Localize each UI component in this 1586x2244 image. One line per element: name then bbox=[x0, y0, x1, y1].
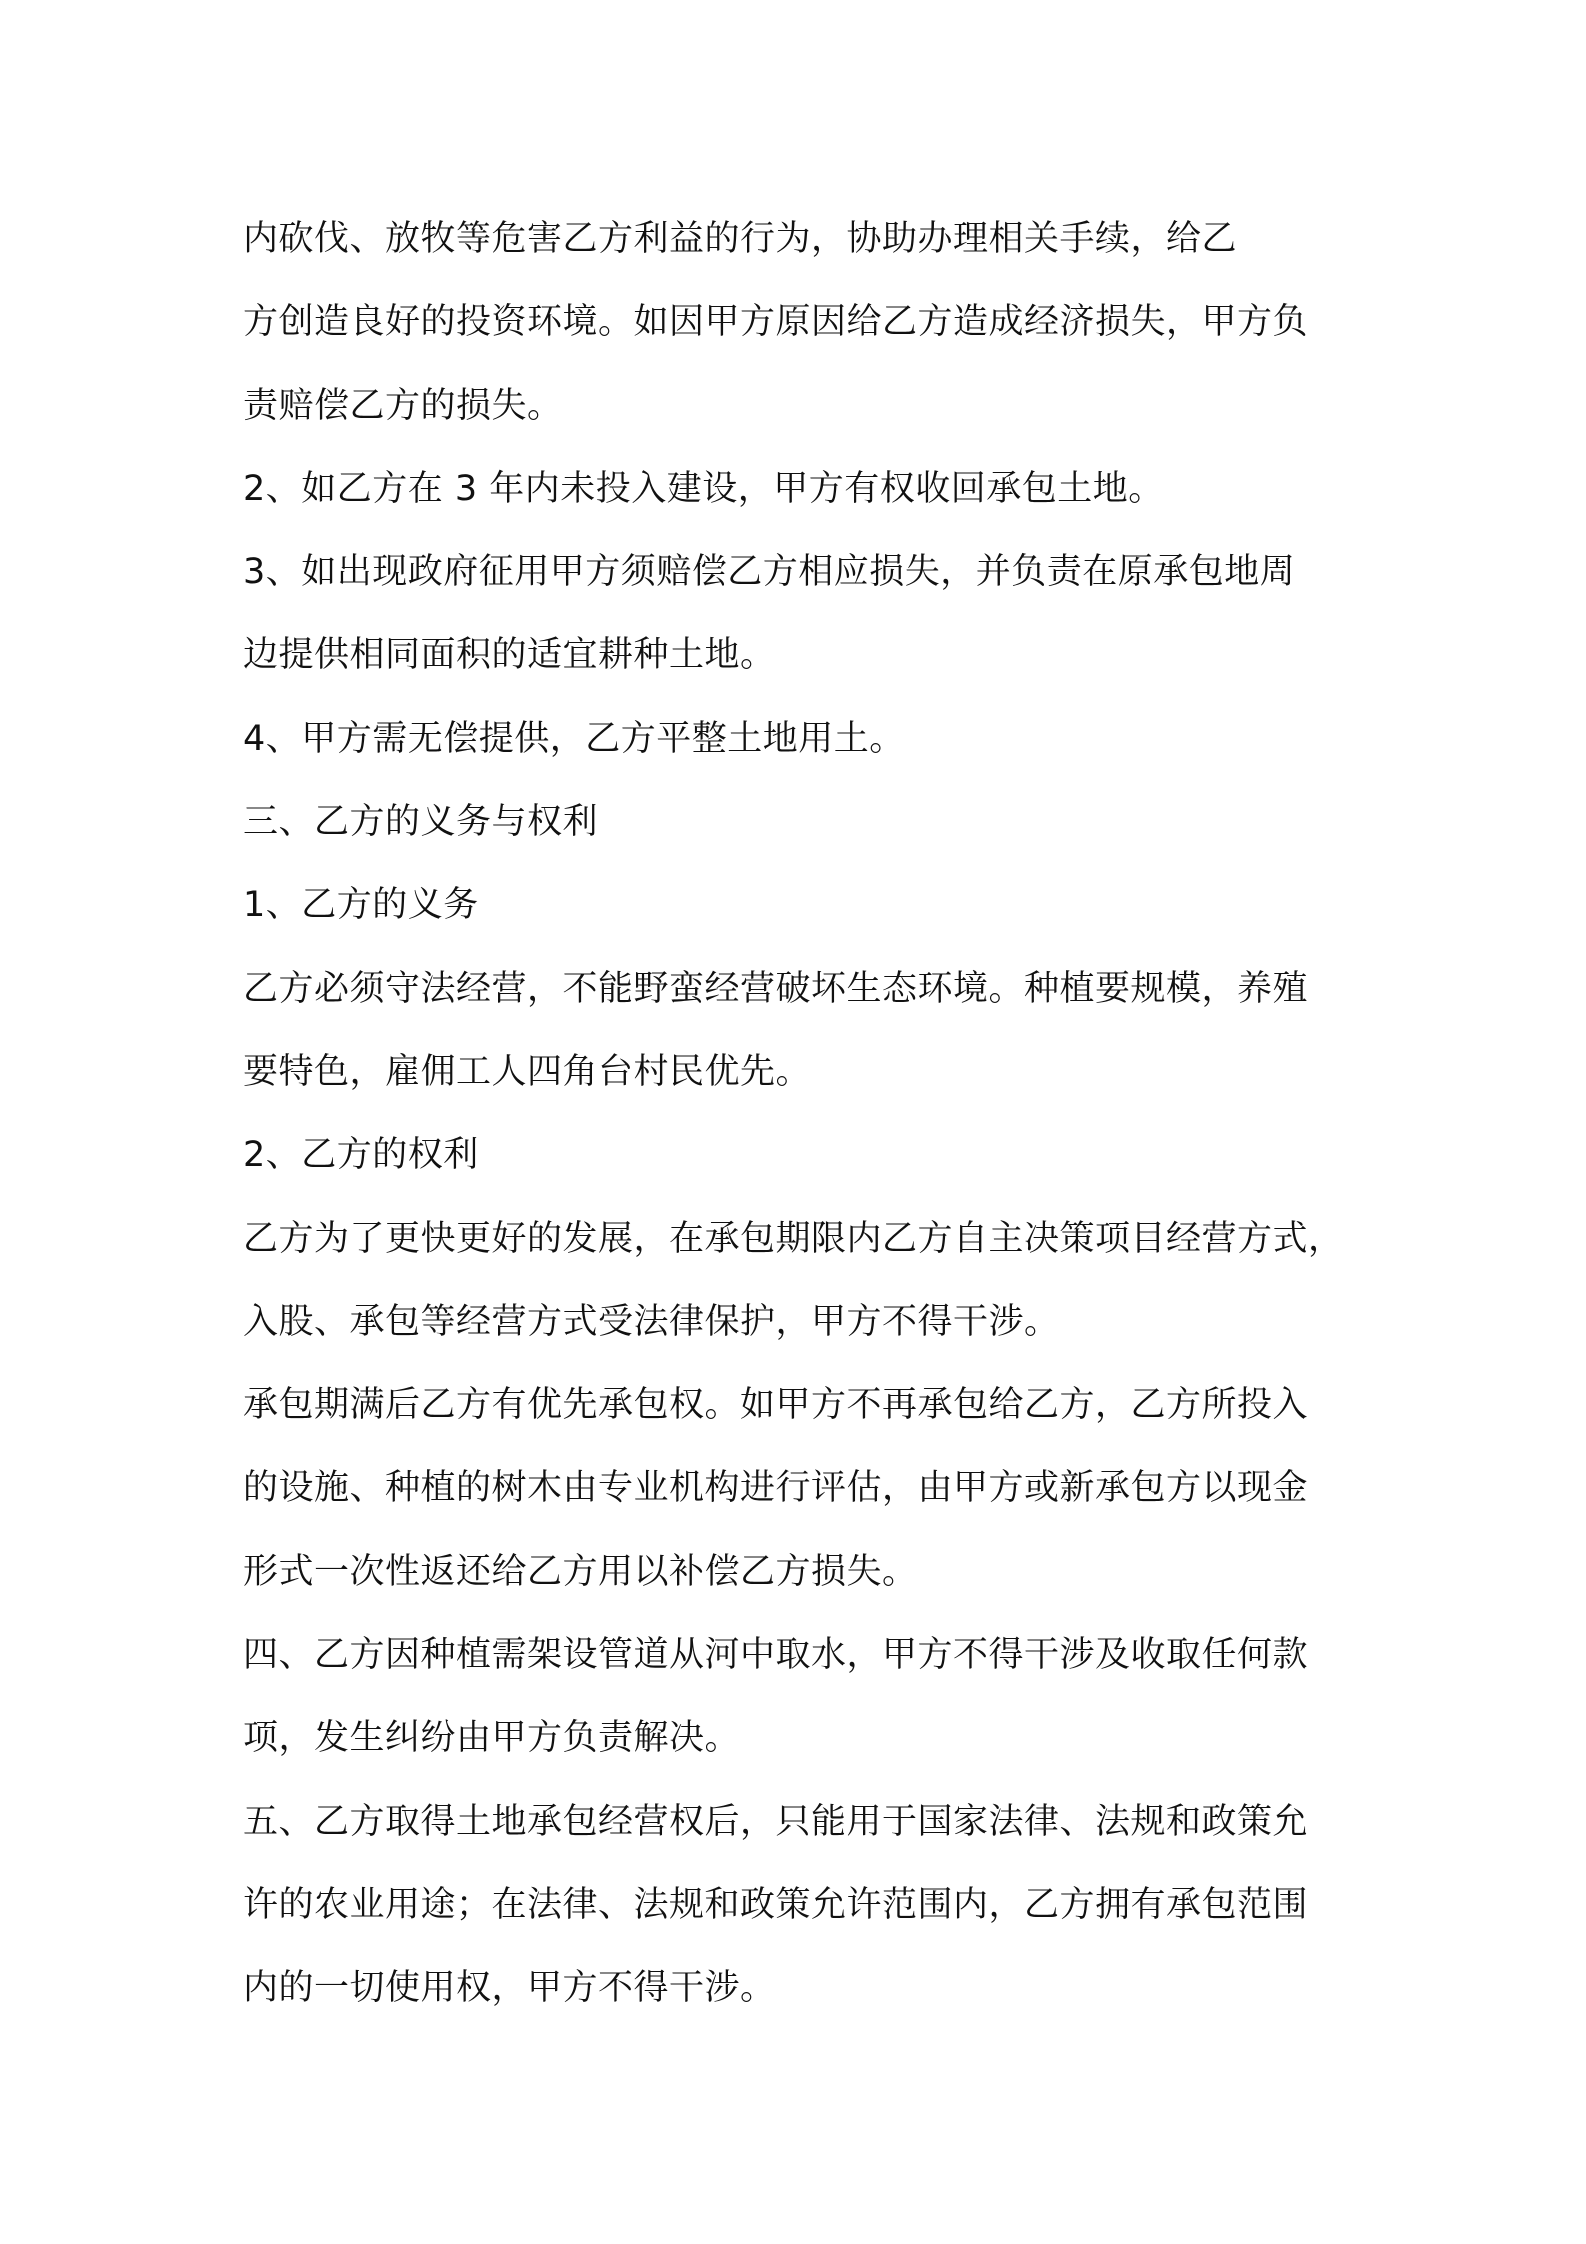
text-line: 许的农业用途；在法律、法规和政策允许范围内，乙方拥有承包范围 bbox=[243, 1884, 1309, 1925]
text-line: 责赔偿乙方的损失。 bbox=[243, 385, 563, 426]
document-body bbox=[243, 198, 1383, 2031]
section-heading-4: 四、乙方因种植需架设管道从河中取水，甲方不得干涉及收取任何款 bbox=[243, 1635, 1309, 1676]
text-line: 边提供相同面积的适宜耕种土地。 bbox=[243, 635, 776, 676]
clause-3: 3、如出现政府征用甲方须赔偿乙方相应损失，并负责在原承包地周 bbox=[243, 552, 1296, 593]
text-line: 形式一次性返还给乙方用以补偿乙方损失。 bbox=[243, 1551, 918, 1592]
clause-2: 2、如乙方在 3 年内未投入建设，甲方有权收回承包土地。 bbox=[243, 468, 1164, 509]
text-line: 入股、承包等经营方式受法律保护，甲方不得干涉。 bbox=[243, 1301, 1060, 1342]
section-heading-3: 三、乙方的义务与权利 bbox=[243, 802, 599, 843]
subheading-obligations: 1、乙方的义务 bbox=[243, 885, 479, 926]
text-line: 内的一切使用权，甲方不得干涉。 bbox=[243, 1968, 776, 2009]
text-line: 要特色，雇佣工人四角台村民优先。 bbox=[243, 1051, 812, 1092]
clause-4: 4、甲方需无偿提供，乙方平整土地用土。 bbox=[243, 718, 905, 759]
subheading-rights: 2、乙方的权利 bbox=[243, 1135, 479, 1176]
text-line: 乙方为了更快更好的发展，在承包期限内乙方自主决策项目经营方式， bbox=[243, 1218, 1344, 1259]
text-line: 的设施、种植的树木由专业机构进行评估，由甲方或新承包方以现金 bbox=[243, 1468, 1309, 1509]
text-line: 承包期满后乙方有优先承包权。如甲方不再承包给乙方，乙方所投入 bbox=[243, 1385, 1309, 1426]
section-heading-5: 五、乙方取得土地承包经营权后，只能用于国家法律、法规和政策允 bbox=[243, 1801, 1309, 1842]
text-line: 乙方必须守法经营，不能野蛮经营破坏生态环境。种植要规模，养殖 bbox=[243, 968, 1309, 1009]
text-line: 内砍伐、放牧等危害乙方利益的行为，协助办理相关手续，给乙 bbox=[243, 219, 1238, 259]
text-line: 方创造良好的投资环境。如因甲方原因给乙方造成经济损失，甲方负 bbox=[243, 302, 1309, 343]
text-line: 项，发生纠纷由甲方负责解决。 bbox=[243, 1718, 741, 1759]
